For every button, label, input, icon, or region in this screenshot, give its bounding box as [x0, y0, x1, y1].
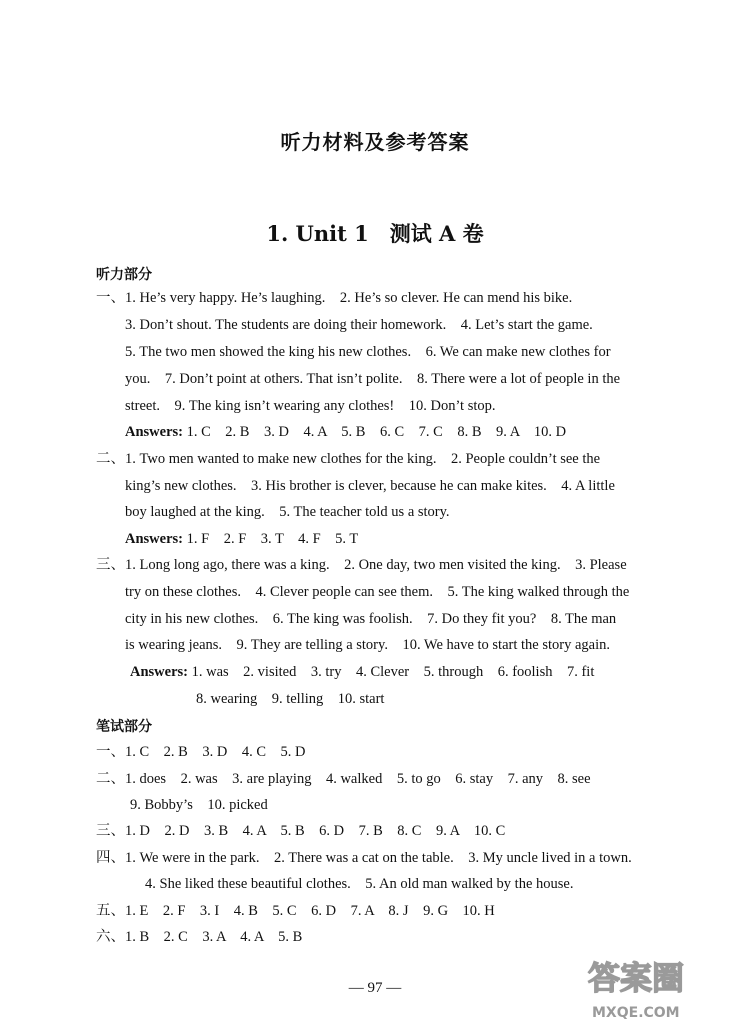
listening-heading: 听力部分 — [96, 267, 152, 283]
answers-row — [125, 423, 566, 441]
unit-title: 1. Unit 1 测试 A 卷 — [266, 221, 484, 246]
listening-line: 5. The two men showed the king his new clothes. 6. We can make new clothes for — [125, 344, 611, 360]
listening-line: is wearing jeans. 9. They are telling a story. 10. We have to start the story again. — [125, 637, 610, 653]
listening-line: try on these clothes. 4. Clever people can see them. 5. The king walked through the — [125, 584, 630, 600]
page-title: 听力材料及参考答案 — [280, 130, 470, 154]
listening-line: boy laughed at the king. 5. The teacher told us a story. — [125, 504, 450, 520]
watermark-url: MXQE.COM — [592, 1005, 680, 1021]
listening-line: 8. wearing 9. telling 10. start — [196, 691, 385, 707]
watermark-logo — [582, 955, 732, 1025]
page-number: — 97 — — [348, 980, 402, 996]
listening-line: you. 7. Don’t point at others. That isn’t polite. 8. There were a lot of people in the — [125, 371, 621, 387]
written-line: 二、1. does 2. was 3. are playing 4. walked 5. to go 6. stay 7. any 8. see — [96, 771, 591, 787]
answers-label: Answers: — [125, 424, 183, 440]
listening-line: 一、1. He’s very happy. He’s laughing. 2. He’s so clever. He can mend his bike. — [96, 290, 573, 306]
answers-label: Answers: — [130, 664, 188, 680]
listening-line: street. 9. The king isn’t wearing any clothes! 10. Don’t stop. — [125, 398, 496, 414]
written-line: 一、1. C 2. B 3. D 4. C 5. D — [96, 744, 306, 760]
listening-line: city in his new clothes. 6. The king was foolish. 7. Do they fit you? 8. The man — [125, 611, 617, 627]
written-line: 4. She liked these beautiful clothes. 5. An old man walked by the house. — [145, 876, 574, 892]
written-line: 六、1. B 2. C 3. A 4. A 5. B — [96, 929, 303, 945]
answers-label: Answers: — [125, 531, 183, 547]
written-line: 四、1. We were in the park. 2. There was a cat on the table. 3. My uncle lived in a town. — [96, 850, 632, 866]
answers-row — [130, 663, 594, 681]
listening-line: 二、1. Two men wanted to make new clothes for the king. 2. People couldn’t see the — [96, 451, 601, 467]
written-line: 9. Bobby’s 10. picked — [130, 797, 268, 813]
written-heading: 笔试部分 — [96, 719, 152, 735]
answers-values: 1. F 2. F 3. T 4. F 5. T — [186, 531, 359, 547]
listening-line: king’s new clothes. 3. His brother is clever, because he can make kites. 4. A little — [125, 478, 615, 494]
listening-line: 三、1. Long long ago, there was a king. 2. One day, two men visited the king. 3. Please — [96, 557, 627, 573]
written-line: 三、1. D 2. D 3. B 4. A 5. B 6. D 7. B 8. C 9. A 10. C — [96, 823, 506, 839]
watermark-text: 答案圈 — [588, 959, 685, 997]
answers-values: 1. was 2. visited 3. try 4. Clever 5. through 6. foolish 7. fit — [191, 664, 595, 680]
written-line: 五、1. E 2. F 3. I 4. B 5. C 6. D 7. A 8. J 9. G 10. H — [96, 903, 495, 919]
listening-line: 3. Don’t shout. The students are doing their homework. 4. Let’s start the game. — [125, 317, 593, 333]
answers-values: 1. C 2. B 3. D 4. A 5. B 6. C 7. C 8. B 9. A 10. D — [186, 424, 567, 440]
answers-row — [125, 530, 358, 548]
